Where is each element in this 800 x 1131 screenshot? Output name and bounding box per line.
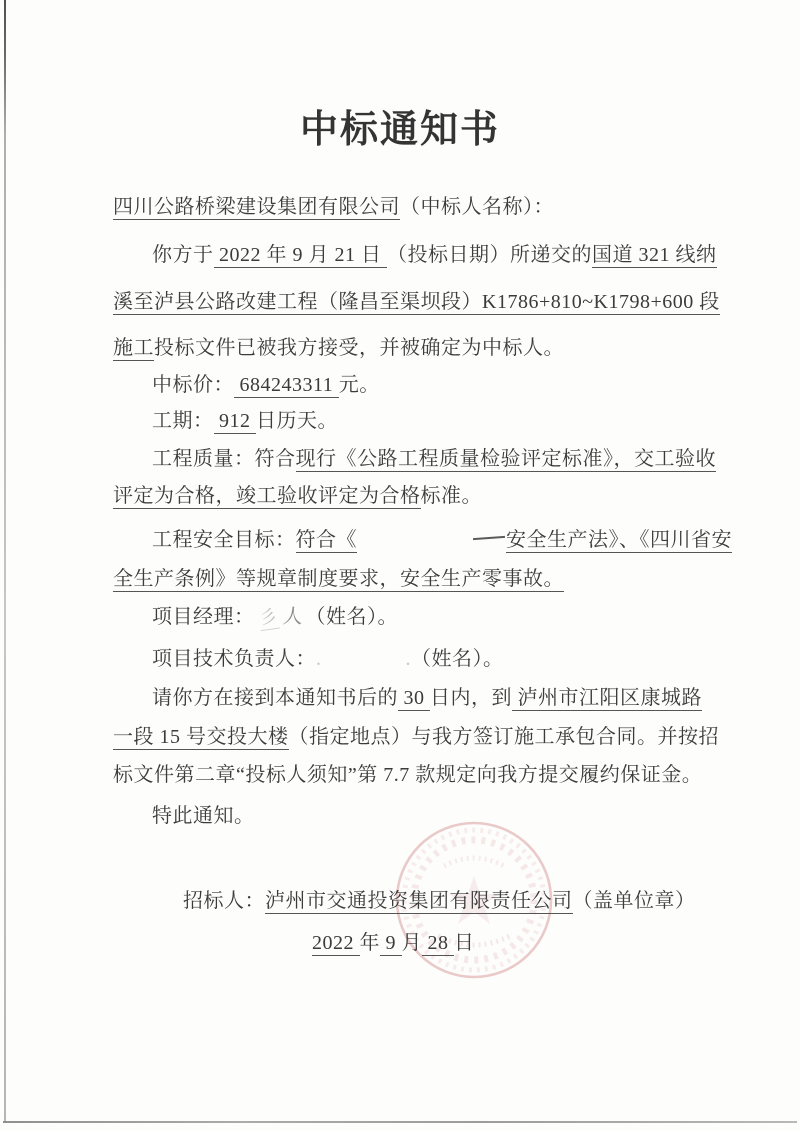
bid-date-value: 2022 年 9 月 21 日 xyxy=(213,244,387,266)
signing-place-part1: 泸州市江阳区康城路 xyxy=(512,687,702,709)
quality-line1 xyxy=(152,442,716,471)
notice-pre: 请你方在接到本通知书后的 xyxy=(152,687,398,709)
tenderer-label: 招标人： xyxy=(183,890,265,912)
tenderer-company: 泸州市交通投资集团有限责任公司 xyxy=(265,890,573,912)
handwritten-name-trace2: 人 xyxy=(281,606,305,628)
paragraph1-line1 xyxy=(152,238,717,267)
day-value: 28 xyxy=(422,932,454,954)
tech-suffix: （姓名）。 xyxy=(411,648,504,670)
quality-acceptance: 评定为合格，竣工验收评定为合格 xyxy=(113,485,421,507)
signature-line xyxy=(183,884,696,913)
faint-dot-trace: . xyxy=(316,648,322,670)
notice-mid: 日内，到 xyxy=(430,687,512,709)
manager-label: 项目经理： xyxy=(152,606,255,628)
safety-line1 xyxy=(152,523,732,552)
notice-line3 xyxy=(113,758,702,787)
seal-instruction: （盖单位章） xyxy=(572,890,696,912)
date-line xyxy=(312,926,475,955)
quality-line2 xyxy=(113,479,482,508)
safety-pre: 符合《 xyxy=(295,529,357,551)
year-value: 2022 xyxy=(312,932,360,954)
tech-label: 项目技术负责人： xyxy=(152,648,316,670)
days-value: 30 xyxy=(398,687,430,709)
paragraph1-line3 xyxy=(113,331,564,360)
project-name-part3: 施工 xyxy=(113,337,154,359)
notice-line2 xyxy=(113,720,719,749)
notice-line1 xyxy=(152,681,702,710)
month-label: 月 xyxy=(401,932,422,954)
faint-dot-trace2: . xyxy=(405,648,411,670)
document-title: 中标通知书 xyxy=(299,109,500,151)
quality-tail: 标准。 xyxy=(420,485,482,507)
quality-standard: 现行《公路工程质量检验评定标准》，交工验收 xyxy=(295,448,716,470)
price-label: 中标价： xyxy=(152,374,234,396)
project-manager-line xyxy=(152,600,398,630)
closing-line xyxy=(152,799,255,828)
recipient-line xyxy=(113,190,554,219)
day-label: 日 xyxy=(454,932,475,954)
duration-label: 工期： xyxy=(152,410,214,432)
p1-tail-text: 投标文件已被我方接受，并被确定为中标人。 xyxy=(154,337,564,359)
year-label: 年 xyxy=(359,932,380,954)
closing-text: 特此通知。 xyxy=(152,805,255,827)
recipient-label: （中标人名称）： xyxy=(400,196,554,218)
bond-clause-text: 标文件第二章“投标人须知”第 7.7 款规定向我方提交履约保证金。 xyxy=(113,764,703,786)
duration-line xyxy=(152,404,338,433)
scan-edge-left xyxy=(4,0,6,1123)
paragraph1-line2 xyxy=(113,285,720,314)
p1-mid-text: （投标日期）所递交的 xyxy=(387,244,592,266)
project-name-part2: 溪至泸县公路改建工程（隆昌至渠坝段）K1786+810~K1798+600 段 xyxy=(113,291,720,313)
month-value: 9 xyxy=(380,932,402,954)
strike-dash-mark xyxy=(473,536,505,540)
notice-line2-tail: （指定地点）与我方签订施工承包合同。并按招 xyxy=(288,726,719,748)
scan-edge-bottom xyxy=(3,1121,797,1123)
safety-label: 工程安全目标： xyxy=(152,529,296,551)
duration-unit: 日历天。 xyxy=(256,410,338,432)
tech-lead-line xyxy=(152,642,504,671)
manager-suffix: （姓名）。 xyxy=(305,606,398,628)
duration-value: 912 xyxy=(213,410,256,432)
safety-law: 安全生产法》、《四川省安 xyxy=(506,529,732,551)
winning-bidder-name: 四川公路桥梁建设集团有限公司 xyxy=(113,196,400,218)
price-unit: 元。 xyxy=(338,374,380,396)
bid-price-line xyxy=(152,368,380,397)
project-name-part1: 国道 321 线纳 xyxy=(592,244,717,266)
signing-place-part2: 一段 15 号交投大楼 xyxy=(113,726,289,748)
p1-pre-text: 你方于 xyxy=(152,244,214,266)
safety-line2 xyxy=(113,562,564,591)
price-value: 684243311 xyxy=(234,374,339,396)
quality-label: 工程质量：符合 xyxy=(152,448,296,470)
handwritten-name-trace: 彡 xyxy=(257,602,279,631)
safety-regulation: 全生产条例》等规章制度要求，安全生产零事故。 xyxy=(113,568,564,590)
